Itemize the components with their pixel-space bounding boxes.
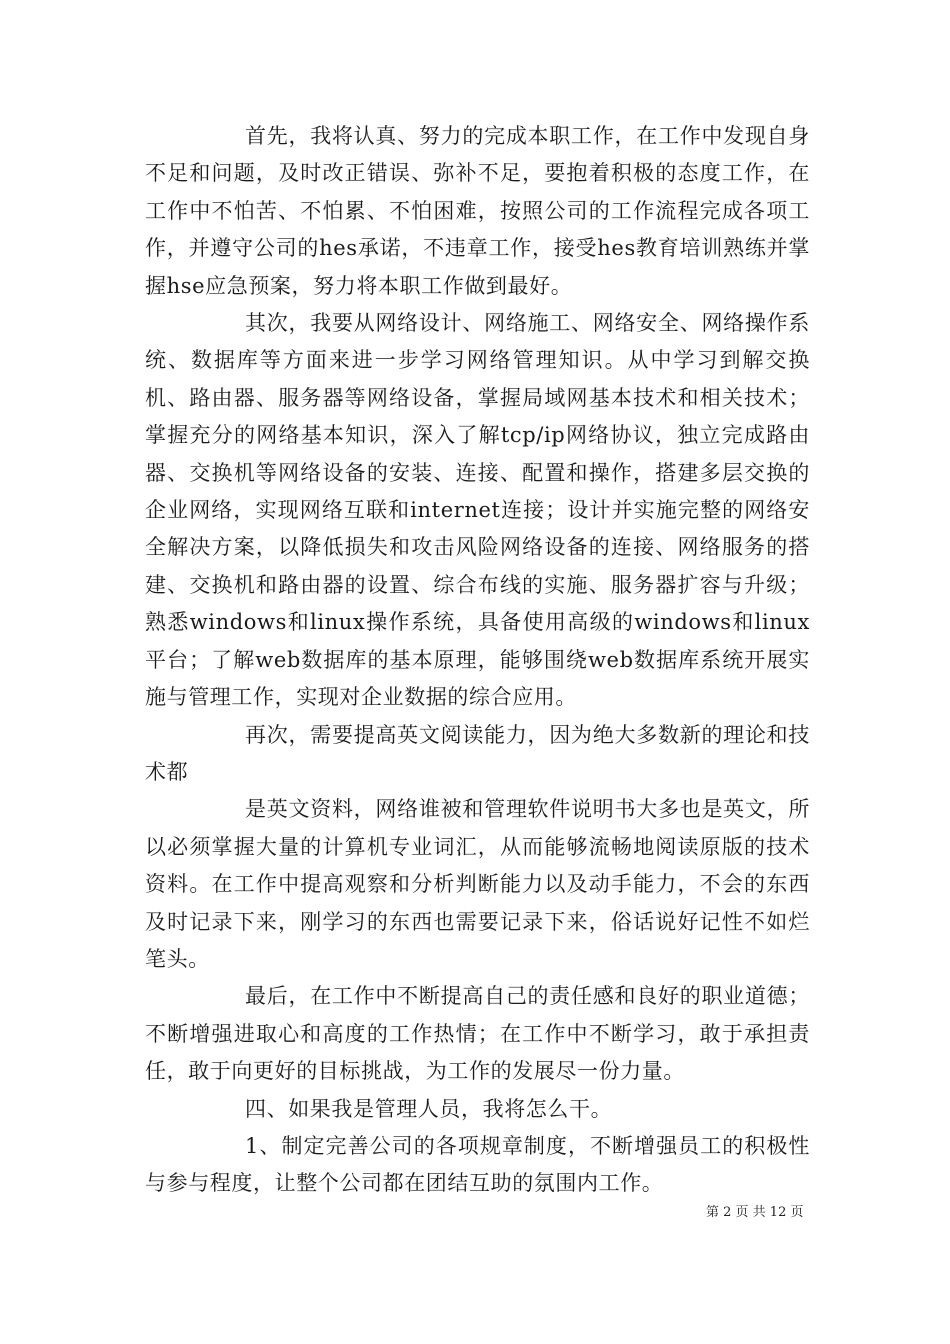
section-heading-four: 四、如果我是管理人员，我将怎么干。 — [245, 1096, 613, 1121]
paragraph-second: 其次，我要从网络设计、网络施工、网络安全、网络操作系统、数据库等方面来进一步学习网络管理知识。从中学习到解交换机、路由器、服务器等网络设备，掌握局域网基本技术和相关技术；掌握充分的网络基本知识，深入了解tcp/ip网络协议，独立完成路由器、交换机等网络设备的安装、连接、配置和操作，搭建多层交换的企业网络，实现网络互联和internet连接；设计并实施完整的网络安全解决方案，以降低损失和攻击风险网络设备的连接、网络服务的搭建、交换机和路由器的设置、综合布线的实施、服务器扩容与升级；熟悉windows和linux操作系统，具备使用高级的windows和linux平台；了解web数据库的基本原理，能够围绕web数据库系统开展实施与管理工作，实现对企业数据的综合应用。 — [145, 311, 810, 710]
document-body — [145, 118, 810, 1203]
paragraph-third-continued: 是英文资料，网络谁被和管理软件说明书大多也是英文，所以必须掌握大量的计算机专业词汇，从而能够流畅地阅读原版的技术资料。在工作中提高观察和分析判断能力以及动手能力，不会的东西及时记录下来，刚学习的东西也需要记录下来，俗话说好记性不如烂笔头。 — [145, 797, 810, 971]
paragraph-first: 首先，我将认真、努力的完成本职工作，在工作中发现自身不足和问题，及时改正错误、弥补不足，要抱着积极的态度工作，在工作中不怕苦、不怕累、不怕困难，按照公司的工作流程完成各项工作，并遵守公司的hes承诺，不违章工作，接受hes教育培训熟练并掌握hse应急预案，努力将本职工作做到最好。 — [145, 124, 810, 298]
page-number-footer: 第 2 页 共 12 页 — [706, 1205, 804, 1220]
paragraph-last: 最后，在工作中不断提高自己的责任感和良好的职业道德；不断增强进取心和高度的工作热情；在工作中不断学习，敢于承担责任，敢于向更好的目标挑战，为工作的发展尽一份力量。 — [145, 984, 810, 1084]
paragraph-third: 再次，需要提高英文阅读能力，因为绝大多数新的理论和技术都 — [145, 722, 810, 784]
list-item-one: 1、制定完善公司的各项规章制度，不断增强员工的积极性与参与程度，让整个公司都在团结互助的氛围内工作。 — [145, 1133, 810, 1196]
